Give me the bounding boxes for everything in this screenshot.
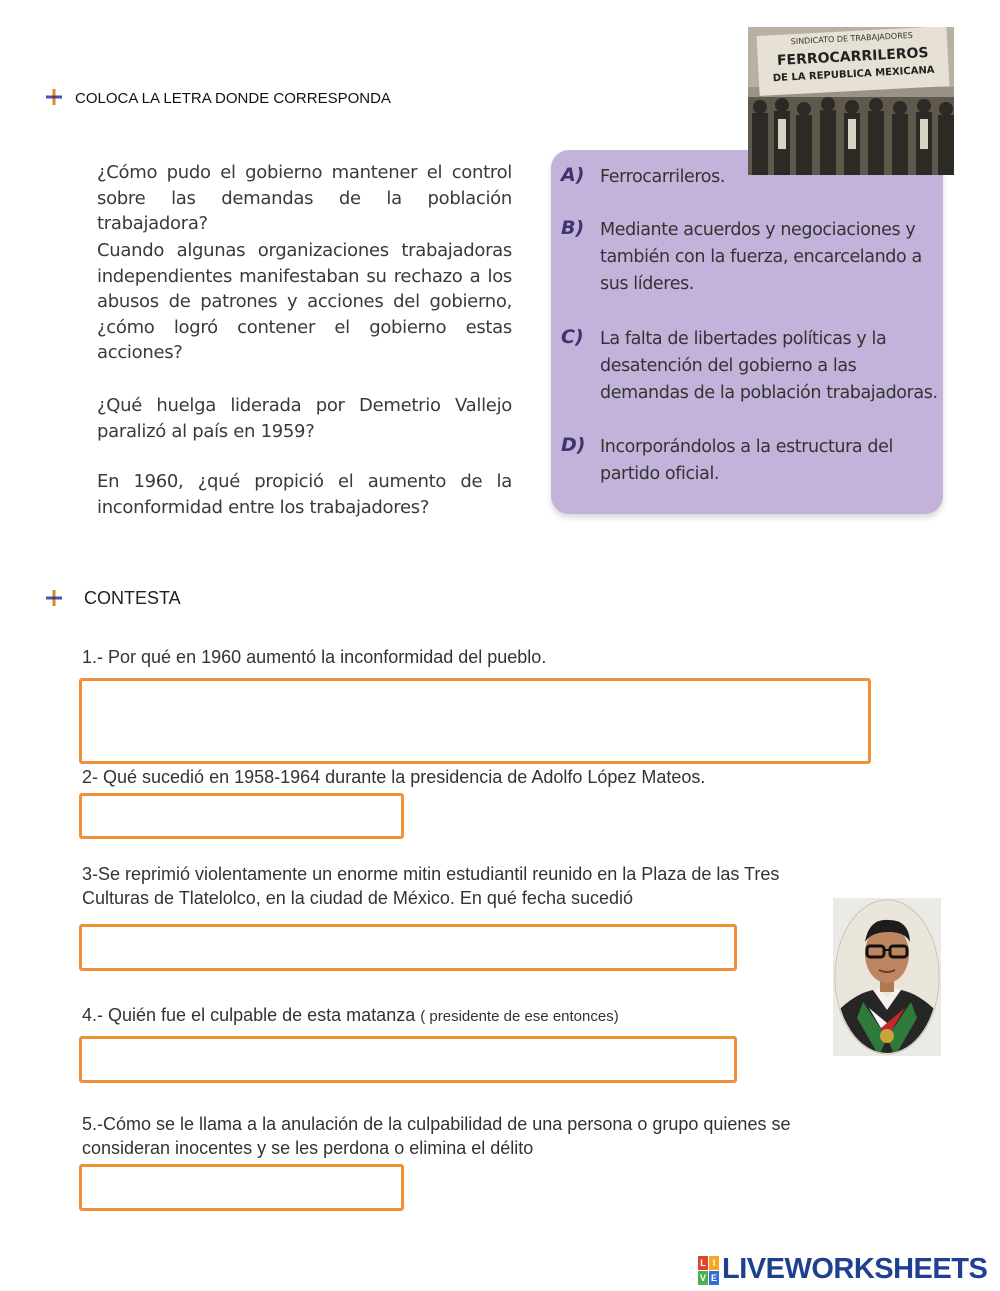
bullet-icon [46,590,62,606]
liveworksheets-logo-icon [698,1256,720,1286]
liveworksheets-logo-text: LIVEWORKSHEETS [722,1253,988,1285]
answer-letter-c: C) [561,326,584,348]
question-5-line-1: 5.-Cómo se le llama a la anulación de la culpabilidad de una persona o grupo quienes se [82,1114,791,1134]
answer-letter-a: A) [561,164,585,186]
banner-line-3: DE LA REPUBLICA MEXICANA [772,64,935,85]
banner-line-1: SINDICATO DE TRABAJADORES [790,30,914,47]
section-title-contesta: CONTESTA [84,588,181,608]
question-4-main: 4.- Quién fue el culpable de esta matanza [82,1005,416,1025]
logo-letter-v: V [699,1273,706,1283]
question-4 [82,1003,619,1029]
answer-text-b: Mediante acuerdos y negociaciones y también con la fuerza, encarcelando a sus líderes. [600,220,922,294]
railway-workers-photo [748,27,954,175]
section-title-match: COLOCA LA LETRA DONDE CORRESPONDA [75,90,391,107]
answer-letter-b: B) [561,217,585,239]
match-question-1: ¿Cómo pudo el gobierno mantener el control sobre las demandas de la población trabajadora? [97,162,512,234]
answer-text-c: La falta de libertades políticas y la desatención del gobierno a las demandas de la población trabajadoras. [600,329,938,403]
answer-text-d: Incorporándolos a la estructura del partido oficial. [600,437,893,484]
answer-box-5[interactable] [79,1164,404,1211]
question-5-line-2: consideran inocentes y se les perdona o elimina el délito [82,1138,534,1158]
logo-letter-i: I [709,1256,719,1270]
answer-text-a: Ferrocarrileros. [600,167,725,187]
match-question-4: En 1960, ¿qué propició el aumento de la inconformidad entre los trabajadores? [97,471,512,518]
question-4-note: ( presidente de ese entonces) [420,1008,619,1025]
question-1: 1.- Por qué en 1960 aumentó la inconformidad del pueblo. [82,647,547,667]
logo-letter-l: L [698,1256,708,1270]
answer-box-2[interactable] [79,793,404,839]
answer-letter-d: D) [561,434,586,456]
answer-box-1[interactable] [79,678,871,764]
answer-box-4[interactable] [79,1036,737,1083]
answer-box-3[interactable] [79,924,737,971]
banner-line-2: FERROCARRILEROS [776,45,929,69]
question-3-line-2: Culturas de Tlatelolco, en la ciudad de México. En qué fecha sucedió [82,888,634,908]
question-2: 2- Qué sucedió en 1958-1964 durante la presidencia de Adolfo López Mateos. [82,767,706,787]
bullet-icon [46,89,62,105]
logo-letter-e: E [710,1273,717,1283]
president-portrait [833,898,941,1056]
match-question-3: ¿Qué huelga liderada por Demetrio Vallejo paralizó al país en 1959? [97,395,512,442]
match-question-2: Cuando algunas organizaciones trabajadoras independientes manifestaban su rechazo a los abusos de patrones y acciones del gobierno, ¿cómo logró contener el gobierno estas acciones? [97,240,512,363]
question-3-line-1: 3-Se reprimió violentamente un enorme mitin estudiantil reunido en la Plaza de las Tres [82,864,780,884]
